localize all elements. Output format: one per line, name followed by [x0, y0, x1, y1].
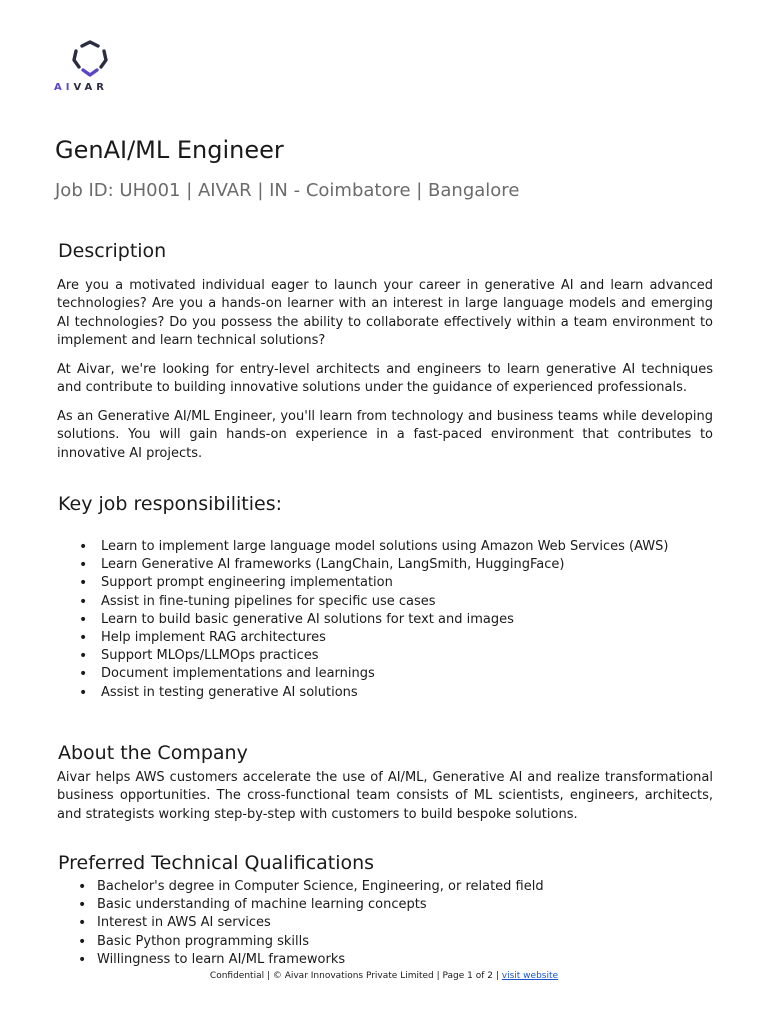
responsibilities-heading: Key job responsibilities:: [58, 493, 282, 515]
list-item: • Bachelor's degree in Computer Science, Engineering, or related field: [97, 878, 544, 896]
list-item: • Interest in AWS AI services: [97, 914, 544, 932]
qualifications-heading: Preferred Technical Qualifications: [58, 852, 375, 874]
qualifications-list: [97, 878, 544, 969]
list-item: • Learn to build basic generative AI solutions for text and images: [101, 611, 668, 629]
list-item: • Learn Generative AI frameworks (LangChain, LangSmith, HuggingFace): [101, 556, 668, 574]
list-item: • Assist in testing generative AI solutions: [101, 684, 668, 702]
list-item: • Willingness to learn AI/ML frameworks: [97, 951, 544, 969]
list-item: • Document implementations and learnings: [101, 665, 668, 683]
job-title: GenAI/ML Engineer: [55, 136, 284, 164]
about-paragraph: Aivar helps AWS customers accelerate the use of AI/ML, Generative AI and realize transformational business opportunities. The cross-functional team consists of ML scientists, engineers, architects, and strategists working step-by-step with customers to build bespoke solutions.: [57, 770, 713, 822]
aivar-logo-icon: [70, 40, 110, 78]
company-logo: [54, 40, 128, 96]
page-footer: [0, 971, 768, 981]
list-item: • Learn to implement large language model solutions using Amazon Web Services (AWS): [101, 538, 668, 556]
list-item: • Basic understanding of machine learning concepts: [97, 896, 544, 914]
list-item: • Support prompt engineering implementation: [101, 574, 668, 592]
list-item: • Help implement RAG architectures: [101, 629, 668, 647]
visit-website-link[interactable]: visit website: [501, 971, 559, 981]
list-item: • Basic Python programming skills: [97, 933, 544, 951]
about-heading: About the Company: [58, 742, 248, 764]
description-heading: Description: [58, 240, 167, 262]
description-paragraph-2: At Aivar, we're looking for entry-level architects and engineers to learn generative AI techniques and contribute to building innovative solutions under the guidance of experienced professionals.: [57, 362, 713, 396]
list-item: • Support MLOps/LLMOps practices: [101, 647, 668, 665]
description-paragraph-3: As an Generative AI/ML Engineer, you'll learn from technology and business teams while developing solutions. You will gain hands-on experience in a fast-paced environment that contributes to innovative AI projects.: [57, 409, 713, 461]
description-paragraph-1: Are you a motivated individual eager to launch your career in generative AI and learn advanced technologies? Are you a hands-on learner with an interest in large language models and emerging AI technologies? Do you possess the ability to collaborate effectively within a team environment to implement and learn technical solutions?: [57, 278, 713, 349]
logo-wordmark: AIVAR: [54, 82, 108, 93]
footer-text: Confidential | © Aivar Innovations Private Limited | Page 1 of 2 |: [209, 971, 499, 981]
job-subtitle: Job ID: UH001 | AIVAR | IN - Coimbatore | Bangalore: [55, 180, 520, 201]
responsibilities-list: [101, 538, 668, 702]
list-item: • Assist in fine-tuning pipelines for specific use cases: [101, 593, 668, 611]
